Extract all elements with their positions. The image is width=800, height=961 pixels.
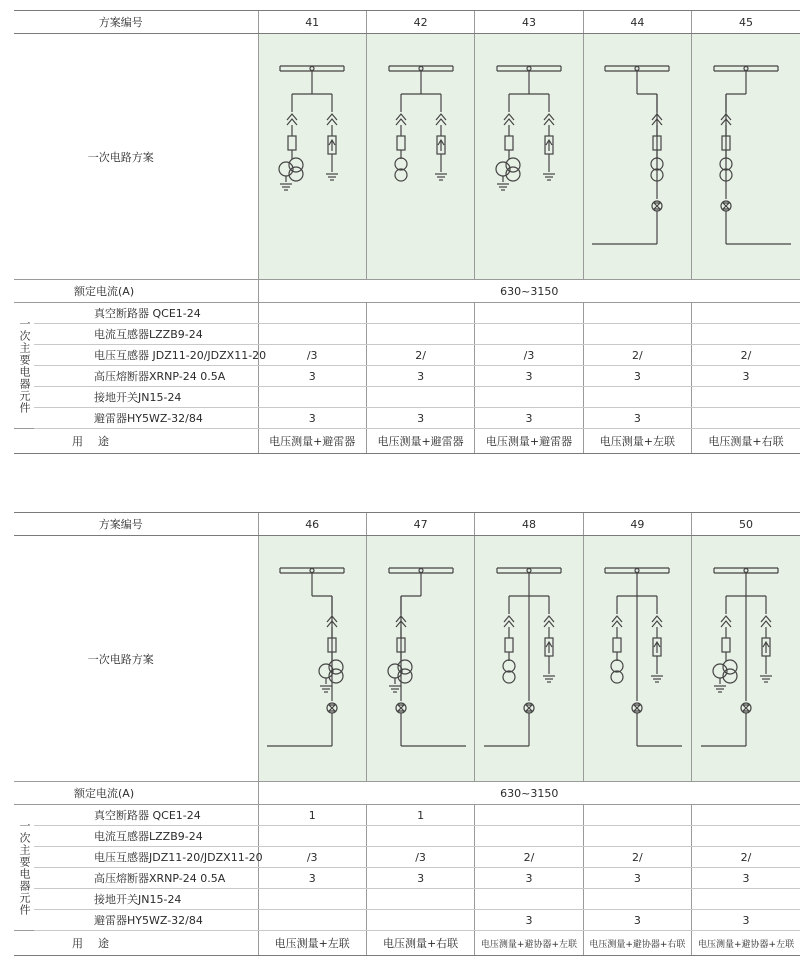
circuit-diagram-cell bbox=[258, 34, 366, 280]
component-row bbox=[14, 889, 800, 910]
component-value: /3 bbox=[258, 345, 366, 366]
component-value bbox=[692, 408, 800, 429]
circuit-diagram-icon bbox=[696, 536, 796, 771]
scheme-number: 45 bbox=[692, 11, 800, 34]
component-value: 1 bbox=[366, 805, 474, 826]
component-value: 3 bbox=[475, 366, 583, 387]
scheme-number-row bbox=[14, 513, 800, 536]
component-value bbox=[366, 387, 474, 408]
circuit-diagram-icon bbox=[587, 34, 687, 269]
circuit-diagram-cell bbox=[366, 536, 474, 782]
component-value bbox=[692, 324, 800, 345]
component-value: 2/ bbox=[692, 345, 800, 366]
diagram-label: 一次电路方案 bbox=[14, 536, 258, 782]
circuit-diagram-icon bbox=[371, 34, 471, 269]
component-value bbox=[258, 889, 366, 910]
component-name: 电流互感器LZZB9-24 bbox=[34, 324, 258, 345]
component-value: 3 bbox=[475, 408, 583, 429]
usage-value: 电压测量+左联 bbox=[583, 429, 691, 454]
component-name: 高压熔断器XRNP-24 0.5A bbox=[34, 868, 258, 889]
circuit-diagram-cell bbox=[366, 34, 474, 280]
component-value: 3 bbox=[583, 910, 691, 931]
component-value bbox=[258, 387, 366, 408]
circuit-diagram-icon bbox=[587, 536, 687, 771]
component-value bbox=[258, 910, 366, 931]
component-group-text: 一次主要电器元件 bbox=[18, 317, 31, 414]
usage-row bbox=[14, 429, 800, 454]
rated-current-label: 额定电流(A) bbox=[14, 782, 258, 805]
usage-value: 电压测量+避协器+左联 bbox=[692, 931, 800, 956]
component-value bbox=[258, 324, 366, 345]
component-value bbox=[583, 889, 691, 910]
component-value: 1 bbox=[258, 805, 366, 826]
scheme-number: 42 bbox=[366, 11, 474, 34]
component-row bbox=[14, 847, 800, 868]
component-group-text: 一次主要电器元件 bbox=[18, 819, 31, 916]
component-value bbox=[475, 826, 583, 847]
component-group-label bbox=[14, 303, 34, 429]
component-row bbox=[14, 408, 800, 429]
component-row bbox=[14, 345, 800, 366]
component-value: 3 bbox=[583, 408, 691, 429]
scheme-number: 43 bbox=[475, 11, 583, 34]
component-value bbox=[692, 303, 800, 324]
component-value: 2/ bbox=[475, 847, 583, 868]
circuit-diagram-icon bbox=[479, 536, 579, 771]
circuit-diagram-cell bbox=[692, 34, 800, 280]
component-value: 3 bbox=[258, 868, 366, 889]
component-value: /3 bbox=[475, 345, 583, 366]
usage-value: 电压测量+避雷器 bbox=[366, 429, 474, 454]
circuit-diagram-icon bbox=[479, 34, 579, 269]
scheme-table-1 bbox=[14, 10, 800, 454]
component-row bbox=[14, 303, 800, 324]
component-value: 3 bbox=[366, 366, 474, 387]
usage-value: 电压测量+避协器+左联 bbox=[475, 931, 583, 956]
scheme-table-2 bbox=[14, 512, 800, 956]
usage-value: 电压测量+避雷器 bbox=[475, 429, 583, 454]
component-row bbox=[14, 826, 800, 847]
component-row bbox=[14, 910, 800, 931]
usage-value: 电压测量+避雷器 bbox=[258, 429, 366, 454]
component-row bbox=[14, 366, 800, 387]
circuit-diagram-icon bbox=[696, 34, 796, 269]
scheme-number: 47 bbox=[366, 513, 474, 536]
scheme-number-label: 方案编号 bbox=[14, 11, 258, 34]
component-value: 3 bbox=[692, 868, 800, 889]
component-value bbox=[475, 387, 583, 408]
rated-current-value: 630~3150 bbox=[258, 782, 800, 805]
rated-current-row bbox=[14, 782, 800, 805]
usage-value: 电压测量+右联 bbox=[692, 429, 800, 454]
usage-value: 电压测量+避协器+右联 bbox=[583, 931, 691, 956]
component-row bbox=[14, 805, 800, 826]
scheme-number-label: 方案编号 bbox=[14, 513, 258, 536]
component-name: 真空断路器 QCE1-24 bbox=[34, 303, 258, 324]
circuit-diagram-cell bbox=[583, 536, 691, 782]
component-value bbox=[475, 303, 583, 324]
scheme-number: 49 bbox=[583, 513, 691, 536]
component-value bbox=[366, 826, 474, 847]
usage-value: 电压测量+左联 bbox=[258, 931, 366, 956]
component-value bbox=[258, 303, 366, 324]
component-value: 3 bbox=[692, 366, 800, 387]
circuit-diagram-cell bbox=[583, 34, 691, 280]
component-value bbox=[366, 303, 474, 324]
component-name: 电流互感器LZZB9-24 bbox=[34, 826, 258, 847]
circuit-diagram-cell bbox=[475, 536, 583, 782]
component-value: /3 bbox=[366, 847, 474, 868]
component-value: 3 bbox=[366, 408, 474, 429]
component-value: 3 bbox=[258, 366, 366, 387]
component-value bbox=[475, 889, 583, 910]
circuit-diagram-icon bbox=[262, 34, 362, 269]
diagram-row bbox=[14, 34, 800, 280]
component-value bbox=[583, 805, 691, 826]
component-value bbox=[583, 324, 691, 345]
component-value: 3 bbox=[475, 868, 583, 889]
circuit-diagram-cell bbox=[475, 34, 583, 280]
component-value: 2/ bbox=[583, 345, 691, 366]
component-value bbox=[366, 324, 474, 345]
rated-current-value: 630~3150 bbox=[258, 280, 800, 303]
component-value: 3 bbox=[583, 868, 691, 889]
component-row bbox=[14, 324, 800, 345]
scheme-number: 48 bbox=[475, 513, 583, 536]
component-value bbox=[692, 387, 800, 408]
component-value bbox=[583, 303, 691, 324]
circuit-diagram-cell bbox=[692, 536, 800, 782]
usage-label: 用 途 bbox=[14, 931, 258, 956]
component-value: 2/ bbox=[583, 847, 691, 868]
component-name: 避雷器HY5WZ-32/84 bbox=[34, 408, 258, 429]
usage-row bbox=[14, 931, 800, 956]
component-value bbox=[583, 387, 691, 408]
component-value bbox=[366, 889, 474, 910]
component-name: 高压熔断器XRNP-24 0.5A bbox=[34, 366, 258, 387]
component-value: 2/ bbox=[366, 345, 474, 366]
component-name: 避雷器HY5WZ-32/84 bbox=[34, 910, 258, 931]
component-value bbox=[583, 826, 691, 847]
component-value: 3 bbox=[475, 910, 583, 931]
diagram-row bbox=[14, 536, 800, 782]
component-row bbox=[14, 387, 800, 408]
component-name: 电压互感器JDZ11-20/JDZX11-20 bbox=[34, 847, 258, 868]
component-value bbox=[475, 805, 583, 826]
rated-current-label: 额定电流(A) bbox=[14, 280, 258, 303]
component-name: 接地开关JN15-24 bbox=[34, 387, 258, 408]
circuit-diagram-icon bbox=[262, 536, 362, 771]
component-row bbox=[14, 868, 800, 889]
component-name: 接地开关JN15-24 bbox=[34, 889, 258, 910]
scheme-number: 50 bbox=[692, 513, 800, 536]
component-value bbox=[366, 910, 474, 931]
scheme-number: 41 bbox=[258, 11, 366, 34]
component-value: 3 bbox=[583, 366, 691, 387]
component-value bbox=[475, 324, 583, 345]
scheme-number-row bbox=[14, 11, 800, 34]
component-value: 3 bbox=[692, 910, 800, 931]
component-group-label bbox=[14, 805, 34, 931]
component-value bbox=[692, 805, 800, 826]
scheme-number: 44 bbox=[583, 11, 691, 34]
component-value bbox=[258, 826, 366, 847]
usage-label: 用 途 bbox=[14, 429, 258, 454]
component-value: 2/ bbox=[692, 847, 800, 868]
component-value: /3 bbox=[258, 847, 366, 868]
component-name: 真空断路器 QCE1-24 bbox=[34, 805, 258, 826]
scheme-number: 46 bbox=[258, 513, 366, 536]
rated-current-row bbox=[14, 280, 800, 303]
component-value: 3 bbox=[366, 868, 474, 889]
circuit-diagram-cell bbox=[258, 536, 366, 782]
circuit-diagram-icon bbox=[371, 536, 471, 771]
diagram-label: 一次电路方案 bbox=[14, 34, 258, 280]
usage-value: 电压测量+右联 bbox=[366, 931, 474, 956]
component-name: 电压互感器 JDZ11-20/JDZX11-20 bbox=[34, 345, 258, 366]
component-value bbox=[692, 889, 800, 910]
component-value: 3 bbox=[258, 408, 366, 429]
component-value bbox=[692, 826, 800, 847]
